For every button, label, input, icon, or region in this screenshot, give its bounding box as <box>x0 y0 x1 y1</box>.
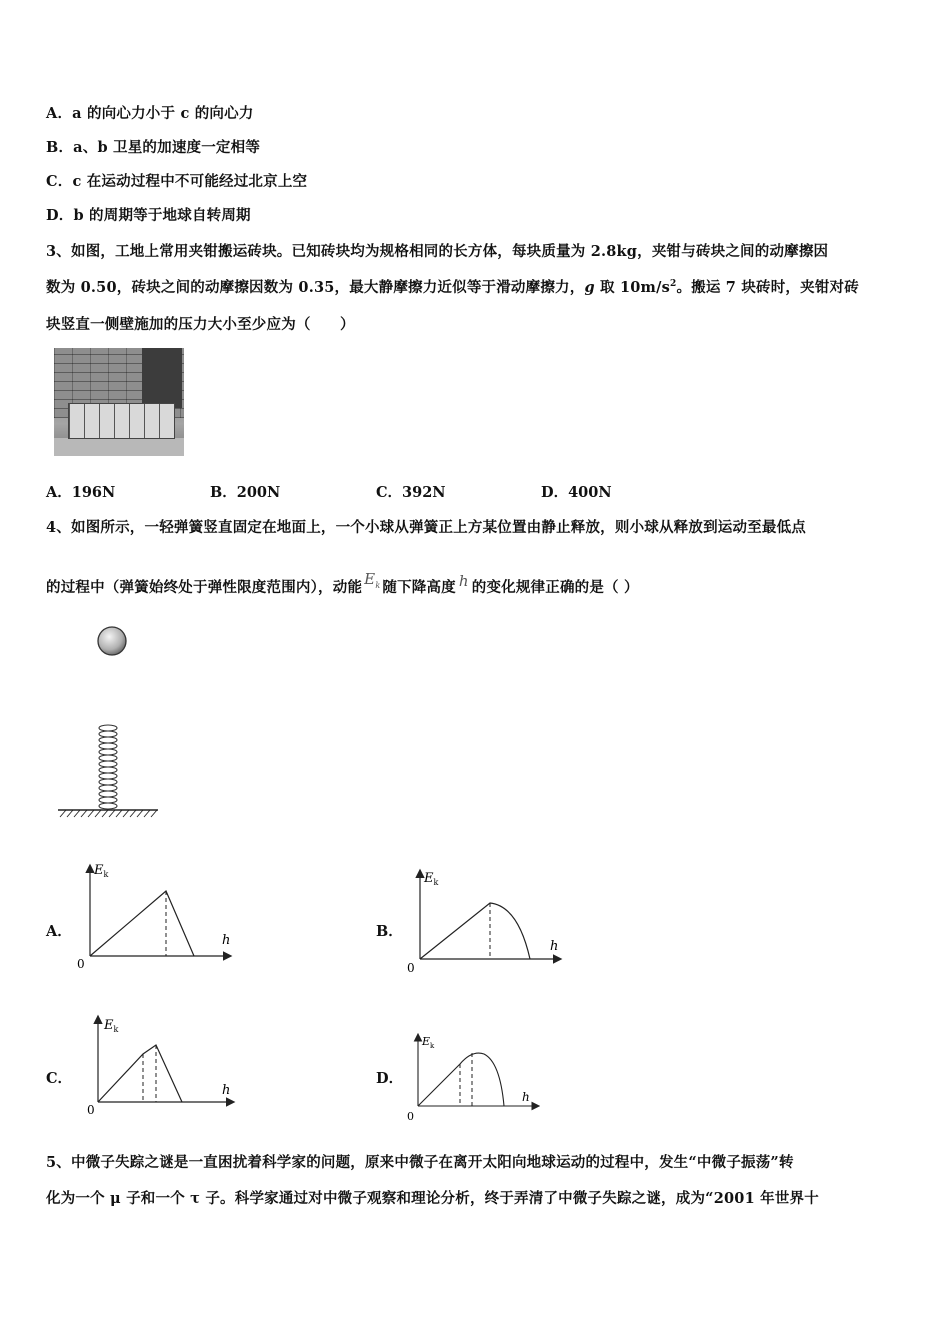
ek-curve <box>98 1045 182 1102</box>
brick-clamp-photo <box>54 348 184 456</box>
q2-option-d: D．b 的周期等于地球自转周期 <box>46 207 251 224</box>
q3-option-b: B．200N <box>210 484 281 501</box>
origin-label: 0 <box>77 957 85 971</box>
q3-line-3: 块竖直一侧壁施加的压力大小至少应为（ ） <box>46 316 355 333</box>
ek-curve <box>418 1053 504 1106</box>
q4-line-1: 4、如图所示，一轻弹簧竖直固定在地面上，一个小球从弹簧正上方某位置由静止释放，则小球从释放到运动至最低点 <box>46 519 806 536</box>
graph-b <box>400 866 570 981</box>
origin-label: 0 <box>87 1103 95 1117</box>
ek-axis-label: $E_k$ <box>422 1035 435 1050</box>
q2-option-b: B．a、b 卫星的加速度一定相等 <box>46 139 261 156</box>
q3-option-c: C．392N <box>376 484 446 501</box>
q4-option-a: A． <box>46 923 72 940</box>
q5-line-1: 5、中微子失踪之谜是一直困扰着科学家的问题，原来中微子在离开太阳向地球运动的过程中，发生“中微子振荡”转 <box>46 1154 794 1171</box>
ground-hatch <box>60 810 157 817</box>
q3-line-1: 3、如图，工地上常用夹钳搬运砖块。已知砖块均为规格相同的长方体，每块质量为 2.8kg，夹钳与砖块之间的动摩擦因 <box>46 243 829 260</box>
q3-option-a: A．196N <box>46 484 116 501</box>
ek-curve <box>420 903 530 959</box>
ek-axis-label: $E_k$ <box>104 1018 119 1034</box>
spring <box>99 725 117 809</box>
ek-axis-label: $E_k$ <box>94 863 109 879</box>
graph-d <box>400 1030 550 1130</box>
q2-option-a: A．a 的向心力小于 c 的向心力 <box>46 105 254 122</box>
q3-line-2: 数为 0.50，砖块之间的动摩擦因数为 0.35，最大静摩擦力近似等于滑动摩擦力，g 取 $10m/s^2$。搬运 7 块砖时，夹钳对砖 <box>46 279 859 296</box>
h-axis-label: h <box>222 933 231 948</box>
graph-c <box>78 1012 243 1127</box>
origin-label: 0 <box>407 961 415 975</box>
origin-label: 0 <box>407 1110 414 1123</box>
h-axis-label: h <box>522 1090 530 1104</box>
graph-a <box>70 858 240 978</box>
ball <box>98 627 126 655</box>
q4-option-c: C． <box>46 1070 73 1087</box>
ek-curve <box>90 891 194 956</box>
q4-option-b: B． <box>376 923 403 940</box>
q4-line-2: 的过程中（弹簧始终处于弹性限度范围内），动能 $E_k$ 随下降高度 h 的变化规律正确的是（ ） <box>46 570 639 596</box>
h-axis-label: h <box>550 939 559 954</box>
h-axis-label: h <box>222 1083 231 1098</box>
q3-option-d: D．400N <box>541 484 612 501</box>
q5-line-2: 化为一个 μ 子和一个 τ 子。科学家通过对中微子观察和理论分析，终于弄清了中微子失踪之谜，成为“2001 年世界十 <box>46 1190 819 1207</box>
ek-axis-label: $E_k$ <box>424 871 439 887</box>
ball-spring-figure <box>50 620 170 830</box>
q2-option-c: C．c 在运动过程中不可能经过北京上空 <box>46 173 308 190</box>
q4-option-d: D． <box>376 1070 404 1087</box>
